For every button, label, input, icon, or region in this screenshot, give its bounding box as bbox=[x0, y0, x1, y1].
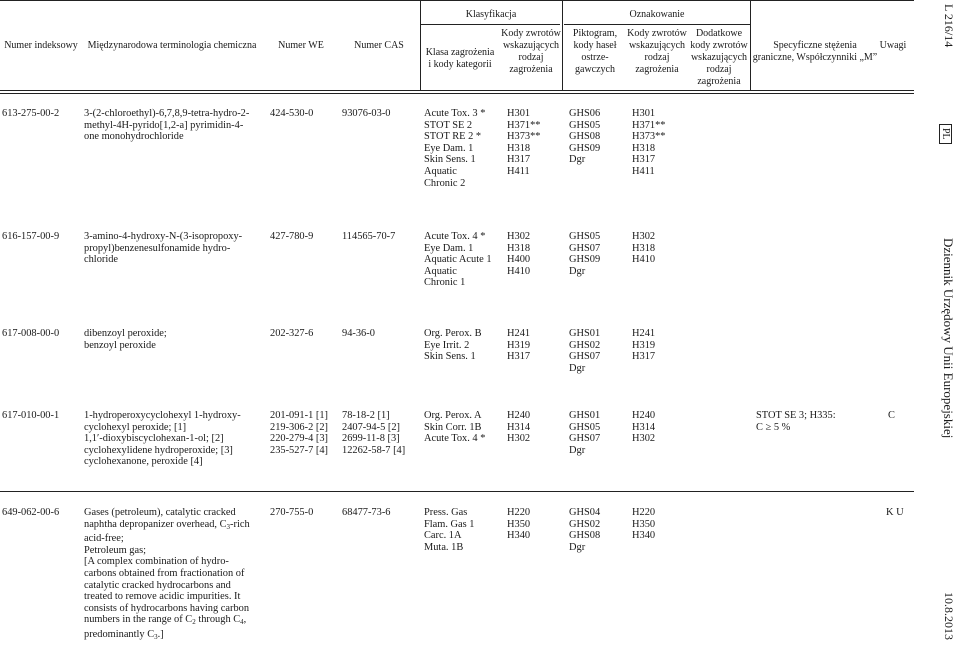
header-notes: Uwagi bbox=[879, 40, 907, 51]
row1-lcodes: H301 H371** H373** H318 H317 H411 bbox=[632, 108, 666, 177]
row3-cas: 94-36-0 bbox=[342, 328, 375, 339]
publication-date: 10.8.2013 bbox=[942, 592, 956, 640]
row3-hclass: Org. Perox. B Eye Irrit. 2 Skin Sens. 1 bbox=[424, 328, 482, 363]
labelling-rule bbox=[564, 24, 750, 25]
row3-hcodes: H241 H319 H317 bbox=[507, 328, 531, 363]
row5-name: Gases (petroleum), catalytic cracked naphtha depropanizer overhead, $C_3$-rich acid-free; Petroleum gas; [A complex combination of hydro- carbons obtained from fractionation of catalytic cracked hydrocarbons and treated to remove acidic impurities. It consists of hydrocarbons having carbon numbers in the range of $C_2$ through $C_4$, predominantly $C_3$.] bbox=[84, 507, 250, 641]
row3-index: 617-008-00-0 bbox=[2, 328, 60, 339]
row1-cas: 93076-03-0 bbox=[342, 108, 391, 119]
row2-picto: GHS05 GHS07 GHS09 Dgr bbox=[569, 231, 601, 277]
row5-index: 649-062-00-6 bbox=[2, 507, 60, 518]
row5-lcodes: H220 H350 H340 bbox=[632, 507, 656, 542]
row2-index: 616-157-00-9 bbox=[2, 231, 60, 242]
row3-lcodes: H241 H319 H317 bbox=[632, 328, 656, 363]
row4-lcodes: H240 H314 H302 bbox=[632, 410, 656, 445]
row3-picto: GHS01 GHS02 GHS07 Dgr bbox=[569, 328, 601, 374]
row5-picto: GHS04 GHS02 GHS08 Dgr bbox=[569, 507, 601, 553]
row-separator bbox=[0, 491, 914, 492]
header-divider bbox=[750, 0, 751, 90]
row2-hcodes: H302 H318 H400 H410 bbox=[507, 231, 531, 277]
row4-hclass: Org. Perox. A Skin Corr. 1B Acute Tox. 4 * bbox=[424, 410, 486, 445]
row4-index: 617-010-00-1 bbox=[2, 410, 60, 421]
row2-name: 3-amino-4-hydroxy-N-(3-isopropoxy- propyl)benzenesulfonamide hydro- chloride bbox=[84, 231, 243, 266]
row4-name: 1-hydroperoxycyclohexyl 1-hydroxy- cyclohexyl peroxide; [1] 1,1′-dioxybiscyclohexan-1-ol; [2] cyclohexylidene hydroperoxide; [3] cyclohexanone, peroxide [4] bbox=[84, 410, 241, 468]
header-divider bbox=[420, 0, 421, 90]
row2-ec: 427-780-9 bbox=[270, 231, 314, 242]
row4-notes: C bbox=[888, 410, 895, 421]
row5-cas: 68477-73-6 bbox=[342, 507, 391, 518]
page-ref: L 216/14 bbox=[942, 4, 956, 48]
header-supp-codes: Dodatkowe kody zwrotów wskazujących rodzaj zagrożenia bbox=[690, 28, 748, 87]
row3-name: dibenzoyl peroxide; benzoyl peroxide bbox=[84, 328, 167, 351]
row2-hclass: Acute Tox. 4 * Eye Dam. 1 Aquatic Acute 1 Aquatic Chronic 1 bbox=[424, 231, 492, 289]
header-top-rule bbox=[0, 0, 914, 1]
row5-hclass: Press. Gas Flam. Gas 1 Carc. 1A Muta. 1B bbox=[424, 507, 475, 553]
row4-hcodes: H240 H314 H302 bbox=[507, 410, 531, 445]
header-bottom-rule bbox=[0, 90, 914, 91]
row5-notes: K U bbox=[886, 507, 904, 518]
row1-picto: GHS06 GHS05 GHS08 GHS09 Dgr bbox=[569, 108, 601, 166]
header-cas-no: Numer CAS bbox=[354, 40, 404, 51]
header-label-codes: Kody zwrotów wskazujących rodzaj zagrożenia bbox=[627, 28, 687, 75]
header-labelling: Oznakowanie bbox=[629, 9, 685, 20]
row1-index: 613-275-00-2 bbox=[2, 108, 60, 119]
row5-hcodes: H220 H350 H340 bbox=[507, 507, 531, 542]
row2-cas: 114565-70-7 bbox=[342, 231, 396, 242]
header-bottom-rule-2 bbox=[0, 93, 914, 94]
header-conc-limits: Specyficzne stężenia graniczne, Współczynniki „M” bbox=[752, 40, 878, 63]
header-hazard-class: Klasa zagrożenia i kody kategorii bbox=[425, 47, 495, 70]
row3-ec: 202-327-6 bbox=[270, 328, 314, 339]
row5-ec: 270-755-0 bbox=[270, 507, 314, 518]
row2-lcodes: H302 H318 H410 bbox=[632, 231, 656, 266]
journal-title: Dziennik Urzędowy Unii Europejskiej bbox=[941, 238, 956, 439]
row4-cas: 78-18-2 [1] 2407-94-5 [2] 2699-11-8 [3] 12262-58-7 [4] bbox=[342, 410, 406, 456]
row1-ec: 424-530-0 bbox=[270, 108, 314, 119]
row4-ec: 201-091-1 [1] 219-306-2 [2] 220-279-4 [3] 235-527-7 [4] bbox=[270, 410, 329, 456]
row4-picto: GHS01 GHS05 GHS07 Dgr bbox=[569, 410, 601, 456]
row1-hcodes: H301 H371** H373** H318 H317 H411 bbox=[507, 108, 541, 177]
row1-name: 3-(2-chloroethyl)-6,7,8,9-tetra-hydro-2- methyl-4H-pyrido[1,2-a] pyrimidin-4- one monohydrochloride bbox=[84, 108, 250, 143]
row1-hclass: Acute Tox. 3 * STOT SE 2 STOT RE 2 * Eye Dam. 1 Skin Sens. 1 Aquatic Chronic 2 bbox=[424, 108, 486, 189]
header-hazard-codes: Kody zwrotów wskazujących rodzaj zagrożenia bbox=[501, 28, 561, 75]
header-classification: Klasyfikacja bbox=[465, 9, 517, 20]
row4-limits: STOT SE 3; H335: C ≥ 5 % bbox=[756, 410, 836, 433]
header-ec-no: Numer WE bbox=[278, 40, 324, 51]
header-chem-name: Międzynarodowa terminologia chemiczna bbox=[87, 40, 257, 51]
header-pictogram: Piktogram, kody haseł ostrze-gawczych bbox=[572, 28, 618, 75]
header-index-no: Numer indeksowy bbox=[4, 40, 78, 51]
header-divider bbox=[562, 0, 563, 90]
classification-rule bbox=[420, 24, 560, 25]
language-badge: PL bbox=[939, 124, 952, 144]
